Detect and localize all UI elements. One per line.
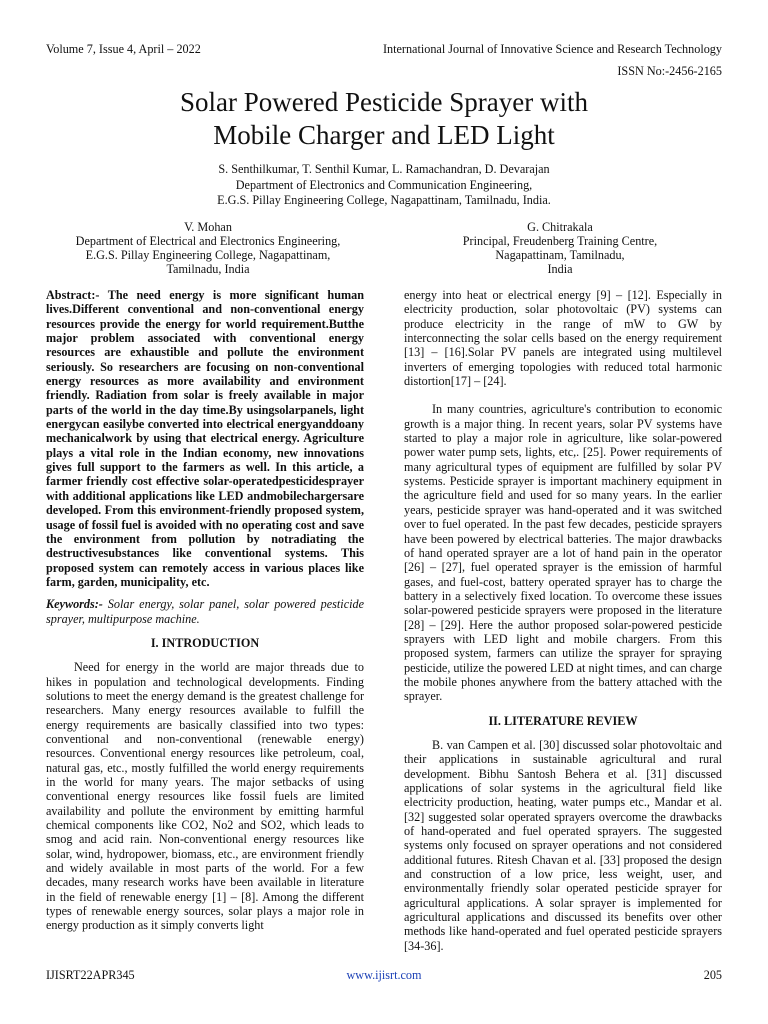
- keywords-text: Solar energy, solar panel, solar powered pesticide sprayer, multipurpose machine.: [46, 597, 364, 626]
- author-names: S. Senthilkumar, T. Senthil Kumar, L. Ramachandran, D. Devarajan: [218, 162, 550, 176]
- keywords-label: Keywords:-: [46, 597, 103, 612]
- journal-url-link[interactable]: www.ijisrt.com: [346, 968, 422, 982]
- author-college: E.G.S. Pillay Engineering College, Nagapattinam, Tamilnadu, India.: [217, 193, 551, 207]
- affiliation-left: [46, 220, 370, 276]
- affiliation-line: Tamilnadu, India: [166, 262, 250, 276]
- title-line-2: Mobile Charger and LED Light: [213, 120, 555, 150]
- affiliation-name: V. Mohan: [184, 220, 232, 234]
- author-department: Department of Electronics and Communication Engineering,: [235, 177, 533, 192]
- affiliation-name: G. Chitrakala: [527, 220, 593, 234]
- keywords: [46, 597, 364, 626]
- left-column: [46, 288, 364, 933]
- affiliation-line: Principal, Freudenberg Training Centre,: [462, 234, 658, 248]
- issn-number: ISSN No:-2456-2165: [617, 64, 722, 78]
- section-heading-introduction: I. INTRODUCTION: [150, 635, 260, 650]
- affiliation-line: India: [547, 262, 573, 276]
- paragraph: In many countries, agriculture's contribution to economic growth is a major thing. In recent years, solar PV systems have started to play a major role in agriculture, like solar-powered power water pump sets, lights, etc,. [25]. Power requirements of many agricultural types of equipment are fulfilled by solar PV systems. Pesticide sprayer is important machinery equipment in the agriculture field and used for so many years. In the earlier years, pesticide sprayer was hand-operated and it was switched over to fuel operated. In the past few decades, pesticide sprayers have been powered by electrical batteries. The major drawbacks of hand operated sprayer are a lot of hand pain in the operator [26] – [27], fuel operated sprayer is the emission of harmful gases, and fuel-cost, battery operated sprayer has to charge the battery in a selectively fixed location. To overcome these issues solar-powered pesticide sprayers were proposed in the literature [28] – [29]. Here the author proposed solar-powered pesticide sprayers with LED light and mobile chargers. From this proposed system, farmers can utilize the sprayer for spraying pesticide, utilize the powered LED at night times, and can charge the mobile phones anywhere from the battery attached with the sprayer.: [404, 402, 722, 704]
- abstract: Abstract:- The need energy is more significant human lives.Different conventional and non-conventional energy resources provide the energy for world requirement.Butthe major problem associated with conventional energy resources are exhaustible and pollute the environment seriously. So researchers are focusing on non-conventional energy resources as more availability and environment friendly. Radiation from solar is freely available in major parts of the world in the day time.By usingsolarpanels, light energycan easilybe converted into electrical energyanddoany mechanicalwork by using that electrical energy. Agriculture plays a vital role in the Indian economy, new innovations gives full support to the farmers as well. In this article, a farmer friendly cost effective solar-operatedpesticidesprayer with additional applications like LED andmobilechargersare developed. From this environment-friendly proposed system, usage of fossil fuel is avoided with no operating cost and save the environment from pollution by notradiating the destructivesubstances like conventional systems. This proposed system can remotely access in various places like farm, garden, municipality, etc.: [46, 288, 364, 589]
- section-heading-literature-review: II. LITERATURE REVIEW: [488, 713, 638, 728]
- author-block: [60, 162, 708, 209]
- affiliation-line: Department of Electrical and Electronics Engineering,: [75, 234, 341, 248]
- paper-title: [60, 86, 708, 152]
- paper-id: IJISRT22APR345: [46, 968, 135, 982]
- title-line-1: Solar Powered Pesticide Sprayer with: [180, 87, 588, 117]
- journal-name: International Journal of Innovative Science and Research Technology: [382, 42, 722, 56]
- affiliation-line: E.G.S. Pillay Engineering College, Nagapattinam,: [85, 248, 331, 262]
- right-column: [404, 288, 722, 953]
- paragraph: energy into heat or electrical energy [9] – [12]. Especially in electricity production, solar photovoltaic (PV) systems can produce electricity in the range of mW to GW by interconnecting the solar cells based on the energy requirement [13] – [16].Solar PV panels are integrated using multilevel inverters of emerging topologies with reduced total harmonic distortion[17] – [24].: [404, 288, 722, 389]
- page-number: 205: [703, 968, 722, 982]
- paragraph: B. van Campen et al. [30] discussed solar photovoltaic and their applications in sustainable agricultural and rural development. Bibhu Santosh Behera et al. [31] discussed applications of solar systems in the agricultural field like electricity production, heating, water pumps etc., Mandar et al. [32] suggested solar operated sprayers overcome the drawbacks of hand-operated and fuel operated sprayers. The suggested systems only focused on sprayer operations and not considered additional futures. Ritesh Chavan et al. [33] proposed the design and construction of a low price, less weight, user, and environmentally friendly solar operated pesticide sprayer for agricultural applications. A solar sprayer is implemented for agricultural applications and discussed its benefits over other methods like hand-operated and fuel operated pesticide sprayers [34-36].: [404, 737, 722, 953]
- affiliation-right: [398, 220, 722, 276]
- affiliation-line: Nagapattinam, Tamilnadu,: [495, 248, 625, 262]
- paragraph: Need for energy in the world are major threads due to hikes in population and technological developments. Finding solutions to meet the energy demand is the greatest challenge for researchers. Many energy resources available to fulfill the energy requirements are basically classified into two types: conventional and non-conventional (renewable energy) resources. Conventional energy resources like petroleum, coal, natural gas, etc., mostly fulfilled the world energy requirements in the world for many years. The major setbacks of using conventional energy resources like fossil fuels are limited availability and pollute the environment by emitting harmful chemical components like CO2, No2 and SO2, which leads to smog and acid rain. Non-conventional energy resources like solar, wind, hydropower, biomass, etc., are environment friendly and widely available in most parts of the world. For a few decades, many research works have been available in literature in the field of renewable energy [1] – [8]. Among the different types of renewable energy sources, solar plays a major role in energy production as it simply converts light: [46, 660, 364, 933]
- volume-issue: Volume 7, Issue 4, April – 2022: [46, 42, 201, 56]
